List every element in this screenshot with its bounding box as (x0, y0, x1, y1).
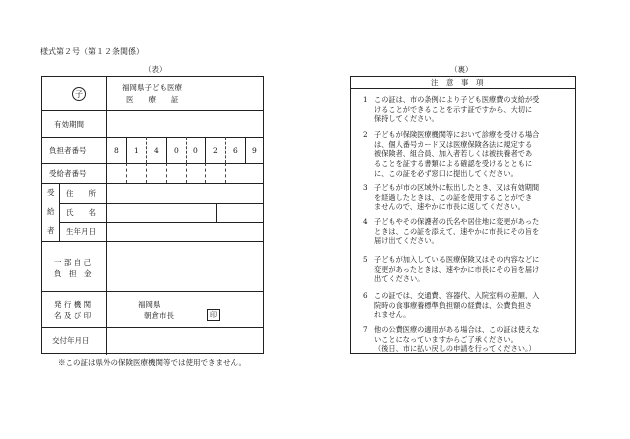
label-validity: 有効期間 (54, 120, 84, 129)
label-issuer: 発 行 機 関 (54, 300, 92, 309)
label-recipient-number: 受給者番号 (49, 169, 87, 178)
front-footnote: ※この証は県外の保険医療機関等では使用できません。 (58, 358, 246, 367)
child-badge: 子 (72, 87, 86, 101)
card-subtitle: 医 療 証 (126, 95, 179, 104)
burden-digit: 9 (252, 146, 257, 155)
label-copay-2: 負 担 金 (54, 269, 92, 278)
notice-heading: 注 意 事 項 (431, 78, 484, 87)
burden-digit: 2 (213, 146, 218, 155)
burden-digit: 0 (174, 146, 179, 155)
recipient-group-char: 給 (47, 207, 55, 216)
back-side-label: （裏） (450, 65, 473, 74)
burden-digit: 8 (114, 146, 119, 155)
front-card (41, 76, 264, 354)
issuer-mayor: 朝倉市長 (144, 311, 174, 320)
burden-digit: 1 (134, 146, 139, 155)
card-title: 福岡県子ども医療 (122, 83, 182, 92)
label-copay: 一 部 自 己 (54, 258, 92, 267)
burden-digit: 0 (193, 146, 198, 155)
burden-digit: 6 (233, 146, 238, 155)
label-burden-number: 負担者番号 (49, 146, 87, 155)
label-address: 住 所 (66, 189, 96, 198)
label-name: 氏 名 (66, 208, 96, 217)
front-side-label: （表） (144, 65, 167, 74)
recipient-group-char: 者 (47, 226, 55, 235)
recipient-group-char: 受 (47, 188, 55, 197)
form-number: 様式第２号（第１２条関係） (40, 47, 144, 56)
issuer-org: 福岡県 (138, 300, 161, 309)
label-issuer-2: 名 及 び 印 (54, 311, 92, 320)
burden-digit: 4 (154, 146, 159, 155)
label-issue-date: 交付年月日 (52, 336, 90, 345)
back-card: 注 意 事 項 1 この証は、市の条例により子ども医療費の支給が受 けることができることを示す証ですから、大切に 保持してください。 2 子どもが保険医療機関等において診療を受ける場合 は、個人番号カード又は医療保険各法に規定する 被保険者、組合員、加入者若しくは被扶養者であ ることを証する書類による確認を受けるとともに に、この証を必ず窓口に提出してください。 3 子どもが市の区域外に転出したとき、又は有効期間 を経過したときは、この証を使用することができ ませんので、速やかに市長に返してください。 4 子どもやその保護者の氏名や居住地に変更があった ときは、この証を添えて、速やかに市長にその旨を 届け出てください。 5 子どもが加入している医療保険又はその内容などに 変更があったときは、速やかに市長にその旨を届け 出てください。 6 この証では、交通費、容器代、入院室料の差額、入 院時の食事療養標準負担額の経費は、公費負担さ れません。 7 他の公費医療の適用がある場合は、この証は使えな いことになっていますからご了承ください。 （後日、市に払い戻しの申請を行ってください。） (350, 76, 576, 354)
seal-mark: 印 (207, 309, 220, 321)
label-birthdate: 生年月日 (66, 227, 96, 236)
